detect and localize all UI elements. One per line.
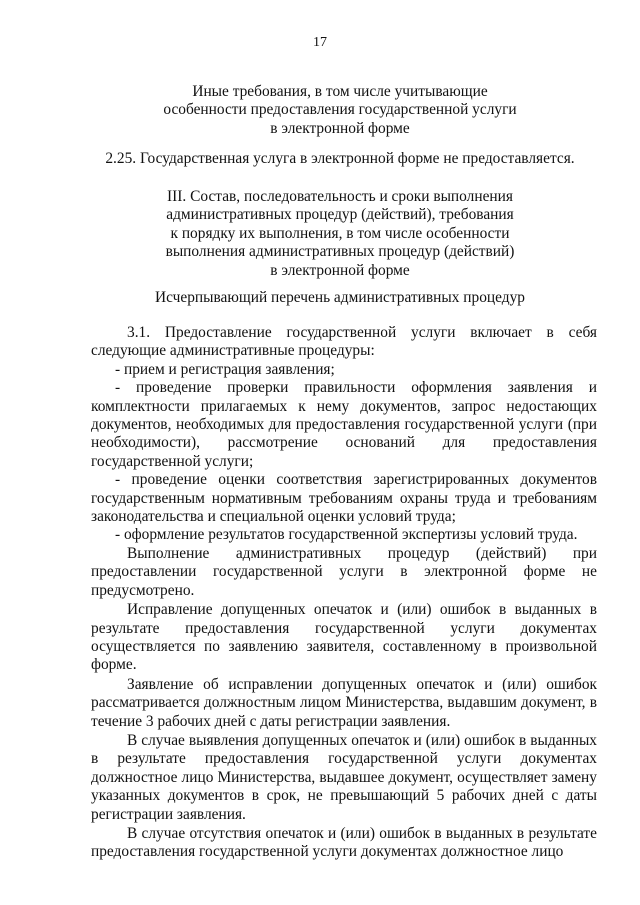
procedures-title	[80, 289, 600, 307]
heading-line: особенности предоставления государственной услуги	[163, 101, 517, 119]
paragraph: В случае отсутствия опечаток и (или) ошибок в выданных в результате предоставления государственной услуги документах должностное лицо	[91, 824, 597, 861]
clause-text: 2.25. Государственная услуга в электронной форме не предоставляется.	[105, 150, 575, 167]
heading-other-requirements	[80, 83, 600, 138]
heading-line: в электронной форме	[270, 261, 410, 279]
heading-line: выполнения административных процедур (действий)	[165, 243, 515, 261]
heading-line: Иные требования, в том числе учитывающие	[192, 83, 488, 100]
heading-line: Исчерпывающий перечень административных процедур	[155, 289, 525, 306]
heading-line: в электронной форме	[270, 119, 410, 137]
paragraph-3-1: 3.1. Предоставление государственной услуги включает в себя следующие административные процедуры:	[91, 324, 597, 360]
page-number: 17	[313, 35, 327, 50]
heading-line: административных процедур (действий), требования	[166, 206, 514, 224]
paragraph: Исправление допущенных опечаток и (или) ошибок в выданных в результате предоставления государственной услуги документах осуществляется по заявлению заявителя, составленному в произвольной форме.	[91, 601, 597, 674]
clause-2-25	[80, 150, 600, 168]
heading-line: к порядку их выполнения, в том числе особенности	[170, 224, 510, 242]
paragraph: В случае выявления допущенных опечаток и (или) ошибок в выданных в результате предоставления государственной услуги документах должностное лицо Министерства, выдавшее документ, осуществляет замену указанных документов в срок, не превышающий 5 рабочих дней с даты регистрации заявления.	[91, 731, 597, 823]
list-item: - проведение проверки правильности оформления заявления и комплектности прилагаемых к нему документов, запрос недостающих документов, необходимых для предоставления государственной услуги (при необходимости), рассмотрение оснований для предоставления государственной услуги;	[91, 379, 597, 470]
body-text	[91, 324, 597, 862]
list-item: - оформление результатов государственной экспертизы условий труда.	[115, 526, 578, 544]
heading-line: III. Состав, последовательность и сроки выполнения	[167, 188, 513, 205]
list-item: - прием и регистрация заявления;	[115, 360, 335, 378]
paragraph: Выполнение административных процедур (действий) при предоставлении государственной услуги в электронной форме не предусмотрено.	[91, 544, 597, 599]
list-item: - проведение оценки соответствия зарегистрированных документов государственным нормативным требованиям охраны труда и требованиям законодательства и специальной оценки условий труда;	[91, 471, 597, 526]
section-3-title	[80, 188, 600, 280]
paragraph: Заявление об исправлении допущенных опечаток и (или) ошибок рассматривается должностным лицом Министерства, выдавшим документ, в течение 3 рабочих дней с даты регистрации заявления.	[91, 675, 597, 730]
